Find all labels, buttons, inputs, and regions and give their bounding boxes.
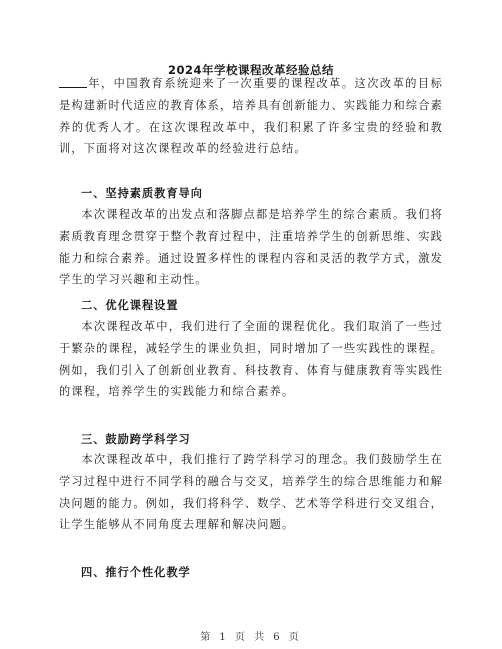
year-blank-underline bbox=[59, 75, 87, 88]
section-heading-4: 四、推行个性化教学 bbox=[81, 566, 191, 579]
document-title: 2024年学校课程改革经验总结 bbox=[167, 63, 334, 77]
section-paragraph-2: 本次课程改革中，我们进行了全面的课程优化。我们取消了一些过于繁杂的课程，减轻学生的课业负担，同时增加了一些实践性的课程。例如，我们引入了创新创业教育、科技教育、体育与健康教育等实践性的课程，培养学生的实践能力和综合素养。 bbox=[59, 320, 444, 399]
page-number-footer: 第 1 页 共 6 页 bbox=[200, 632, 302, 643]
intro-paragraph bbox=[59, 73, 443, 160]
section-heading-3: 三、鼓励跨学科学习 bbox=[81, 433, 191, 446]
section-heading-1: 一、坚持素质教育导向 bbox=[81, 187, 203, 200]
intro-text: 年，中国教育系统迎来了一次重要的课程改革。这次改革的目标是构建新时代适应的教育体系，培养具有创新能力、实践能力和综合素养的优秀人才。在这次课程改革中，我们积累了许多宝贵的经验和教训，下面将对这次课程改革的经验进行总结。 bbox=[59, 77, 444, 156]
section-paragraph-3: 本次课程改革中，我们推行了跨学科学习的理念。我们鼓励学生在学习过程中进行不同学科的融合与交叉，培养学生的综合思维能力和解决问题的能力。例如，我们将科学、数学、艺术等学科进行交叉组合，让学生能够从不同角度去理解和解决问题。 bbox=[59, 453, 444, 532]
section-heading-2: 二、优化课程设置 bbox=[81, 299, 179, 312]
section-paragraph-1: 本次课程改革的出发点和落脚点都是培养学生的综合素质。我们将素质教育理念贯穿于整个教育过程中，注重培养学生的创新思维、实践能力和综合素养。通过设置多样性的课程内容和灵活的教学方式，激发学生的学习兴趣和主动性。 bbox=[59, 208, 444, 287]
